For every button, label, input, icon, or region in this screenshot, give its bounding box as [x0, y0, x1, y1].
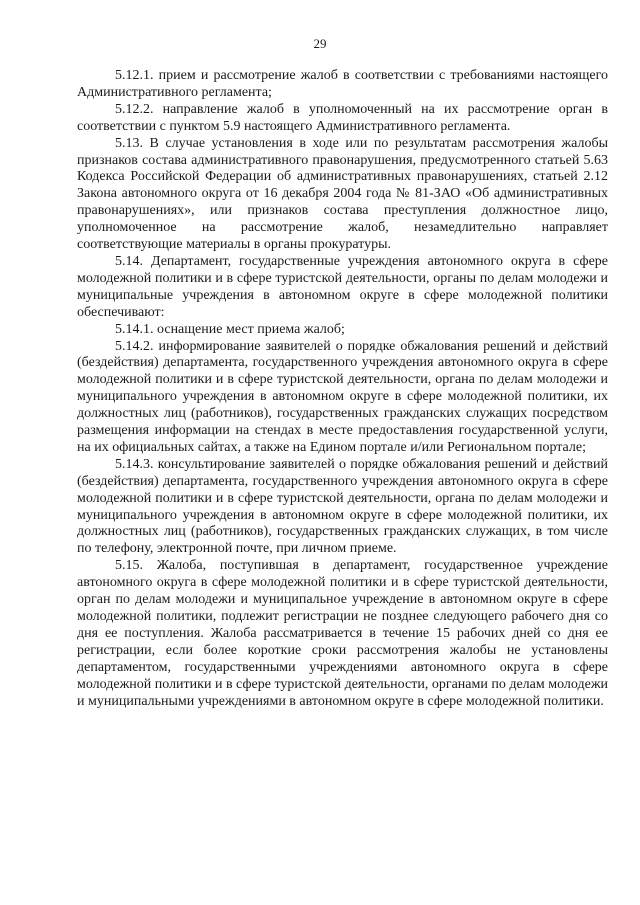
paragraph-5-13: 5.13. В случае установления в ходе или по результатам рассмотрения жалобы признаков состава административного правонарушения, предусмотренного статьей 5.63 Кодекса Российской Федерации об административных правонарушениях, статьей 2.12 Закона автономного округа от 16 декабря 2004 года № 81-ЗАО «Об административных правонарушениях», или признаков состава преступления должностное лицо, уполномоченное на рассмотрение жалоб, незамедлительно направляет соответствующие материалы в органы прокуратуры.	[77, 135, 608, 253]
paragraph-5-12-2: 5.12.2. направление жалоб в уполномоченный на их рассмотрение орган в соответствии с пунктом 5.9 настоящего Административного регламента.	[77, 101, 608, 134]
page-number: 29	[313, 36, 327, 51]
paragraph-5-14-3: 5.14.3. консультирование заявителей о порядке обжалования решений и действий (бездействия) департамента, государственного учреждения автономного округа в сфере молодежной политики и в сфере туристской деятельности, органа по делам молодежи и муниципального учреждения в автономном округе в сфере молодежной политики, их должностных лиц (работников), государственных гражданских служащих, в том числе по телефону, электронной почте, при личном приеме.	[77, 456, 608, 557]
paragraph-5-14-2: 5.14.2. информирование заявителей о порядке обжалования решений и действий (бездействия) департамента, государственного учреждения автономного округа в сфере молодежной политики и в сфере туристской деятельности, органа по делам молодежи и муниципального учреждения в автономном округе в сфере молодежной политики, их должностных лиц (работников), государственных гражданских служащих посредством размещения информации на стендах в месте предоставления государственной услуги, на их официальных сайтах, а также на Едином портале и/или Региональном портале;	[77, 338, 608, 455]
paragraph-5-15: 5.15. Жалоба, поступившая в департамент, государственное учреждение автономного округа в сфере молодежной политики и в сфере туристской деятельности, орган по делам молодежи и муниципальное учреждение в автономном округе в сфере молодежной политики, подлежит регистрации не позднее следующего рабочего дня со дня ее поступления. Жалоба рассматривается в течение 15 рабочих дней со дня ее регистрации, если более короткие сроки рассмотрения жалобы не установлены департаментом, государственными учреждениями автономного округа в сфере молодежной политики и в сфере туристской деятельности, органами по делам молодежи и муниципальными учреждениями в автономном округе в сфере молодежной политики.	[77, 558, 608, 709]
paragraph-5-14-1: 5.14.1. оснащение мест приема жалоб;	[115, 321, 345, 337]
document-body	[77, 68, 608, 710]
paragraph-5-14: 5.14. Департамент, государственные учреждения автономного округа в сфере молодежной политики и в сфере туристской деятельности, органы по делам молодежи и муниципальные учреждения в автономном округе в сфере молодежной политики обеспечивают:	[77, 253, 608, 320]
paragraph-5-12-1: 5.12.1. прием и рассмотрение жалоб в соответствии с требованиями настоящего Административного регламента;	[77, 68, 608, 100]
